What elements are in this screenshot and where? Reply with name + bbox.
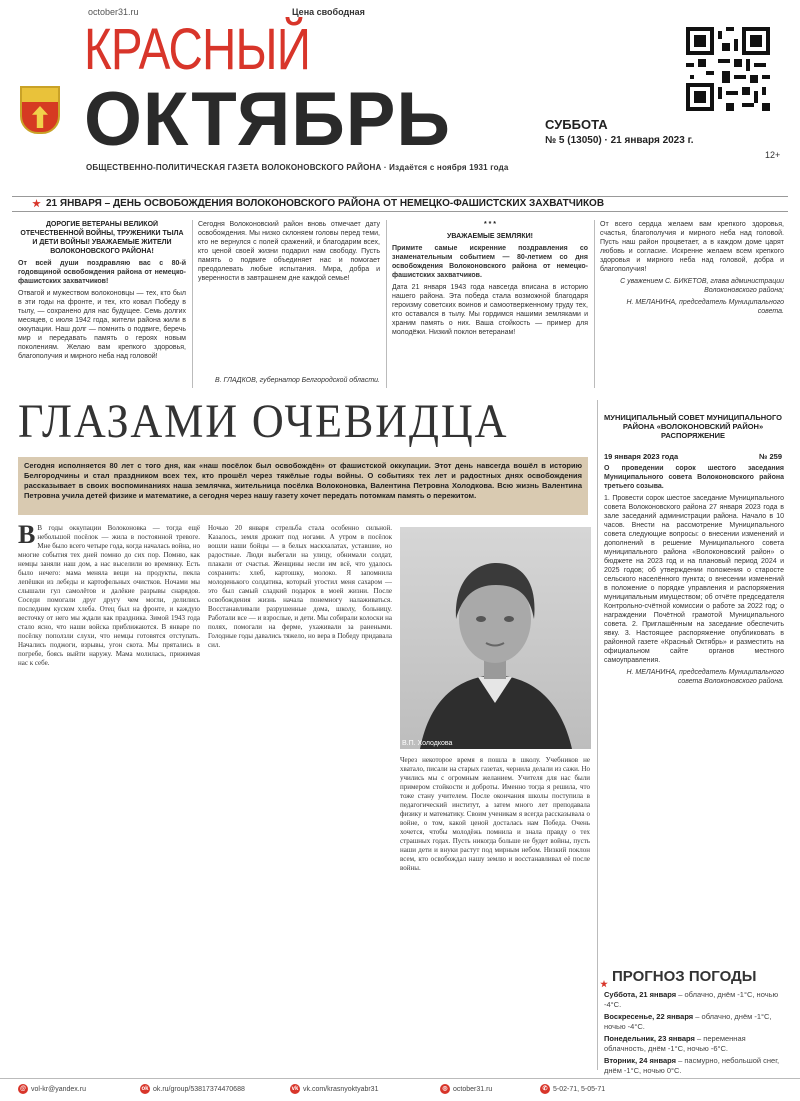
head-signature: С уважением С. БИКЕТОВ, глава администрации Волоконовского района; — [620, 278, 784, 294]
council-chair-signature: Н. МЕЛАНИНА, председатель Муниципального совета. — [626, 299, 784, 315]
district-greeting-title: УВАЖАЕМЫЕ ЗЕМЛЯКИ! — [447, 233, 533, 240]
footer-email[interactable]: @ vol-kr@yandex.ru — [18, 1084, 86, 1094]
email-icon: @ — [18, 1084, 28, 1094]
council-order-date-row — [604, 452, 782, 461]
coat-of-arms-icon — [20, 86, 60, 134]
column-divider — [192, 220, 193, 388]
district-greeting — [392, 220, 588, 388]
district-greeting-text-2: От всего сердца желаем вам крепкого здоровья, счастья, благополучия и мирного неба над головой. Пусть наш район процветает, а в каждом доме царят любовь и согласие. Искренне желаем всем крепкого здоровья и мирного неба над головой, добра и благополучия! — [600, 221, 784, 273]
council-order-body — [604, 464, 784, 960]
footer — [0, 1078, 800, 1101]
feature-text-2: Ночью 20 января стрельба стала особенно сильной. Казалось, земля дрожит под ногами. А утром в посёлок вошли наши бойцы — в белых маскхалатах, уставшие, но радостные. Люди выбегали на улицу, обнимали солдат, плакали от счастья. Женщины несли им всё, что удалось сохранить: хлеб, картошку, молоко. Я запомнила молоденького солдатика, который угостил меня сахаром — это был самый сладкий подарок в моей жизни. После освобождения жизнь начала понемногу налаживаться. Восстанавливали разрушенные дома, школу, больницу. Работали все — и взрослые, и дети. Мы собирали колоски на полях, помогали на ферме, ухаживали за ранеными. Голодные годы давались тяжело, но вера в Победу придавала сил. — [208, 524, 392, 649]
weather-item: Вторник, 24 января – пасмурно, небольшой снег, днём -1°С, ночью 0°С. — [604, 1056, 780, 1075]
footer-phone[interactable]: ✆ 5-02-71, 5-05-71 — [540, 1084, 605, 1094]
star-icon — [32, 199, 41, 208]
council-order-date: 19 января 2023 года — [604, 452, 679, 461]
phone-icon: ✆ — [540, 1084, 550, 1094]
weather-item: Понедельник, 23 января – переменная облачность, днём -1°С, ночью -6°С. — [604, 1034, 746, 1053]
feature-intro: Сегодня исполняется 80 лет с того дня, как «наш посёлок был освобождён» от фашистской оккупации. Этот день навсегда вошёл в историю Белгородчины и стал праздником всех тех, кто прошёл через тяжёлые годы войны. О событиях тех лет и радостных днях освобождения рассказывает в своих воспоминаниях наша землячка, жительница посёлка Волоконовка, Валентина Петровна Холодкова. Всю жизнь Валентина Петровна учила детей физике и математике, а сегодня через нашу газету хочет передать потомкам память о пережитом. — [18, 457, 588, 515]
issue-number-date: № 5 (13050) · 21 января 2023 г. — [545, 135, 694, 146]
weather-item: Воскресенье, 22 января – облачно, днём -1°С, ночью -4°С. — [604, 1012, 772, 1031]
weather-item: Суббота, 21 января – облачно, днём -1°С, ночью -4°С. — [604, 990, 779, 1009]
column-divider — [386, 220, 387, 388]
council-order-lead: О проведении сорок шестого заседания Муниципального совета Волоконовского района третьего созыва. — [604, 465, 784, 490]
column-divider — [594, 220, 595, 388]
newspaper-title-main: ОКТЯБРЬ — [84, 77, 451, 162]
footer-site[interactable]: ◎ october31.ru — [440, 1084, 492, 1094]
governor-greeting-text-2: Сегодня Волоконовский район вновь отмечает дату освобождения. Мы низко склоняем головы перед теми, кто не вернулся с полей сражений, и благодарим всех, кто ценой своей жизни подарил нам свободу. Пусть память о подвиге объединяет нас и помогает преодолевать любые испытания. Мира, добра и уверенности в завтрашнем дне каждой семье! — [198, 221, 380, 282]
governor-greeting-lead: От всей души поздравляю вас с 80-й годовщиной освобождения района от немецко-фашистских захватчиков! — [18, 260, 186, 285]
star-icon — [600, 980, 608, 988]
newspaper-title-top: КРАСНЫЙ — [84, 17, 311, 82]
feature-headline: ГЛАЗАМИ ОЧЕВИДЦА — [18, 395, 509, 448]
masthead — [0, 0, 800, 200]
feature-text-3: Через некоторое время я пошла в школу. Учебников не хватало, писали на старых газетах, чернила делали из сажи. Но учились мы с огромным желанием. Учителя для нас были примером стойкости и доброты. Именно тогда я решила, что тоже стану учителем. После окончания школы поступила в педагогический институт, а затем много лет преподавала физику и математику. Своим ученикам я всегда рассказывала о войне, о том, какой ценой досталась нам Победа. Очень хочется, чтобы молодёжь помнила и знала правду о тех страшных годах. Пусть никогда больше не будет войны, пусть наши дети и внуки растут под мирным небом. Низкий поклон всем, кто освобождал нашу землю и восстанавливал её после войны. — [400, 756, 590, 872]
district-greeting-cont — [600, 220, 784, 388]
price-label: Цена свободная — [292, 7, 365, 17]
governor-greeting-cont — [198, 220, 380, 388]
feature-column-1 — [18, 524, 200, 1074]
weather-title: ПРОГНОЗ ПОГОДЫ — [612, 968, 757, 985]
council-order-signature: Н. МЕЛАНИНА, председатель Муниципального совета Волоконовского района. — [626, 669, 784, 685]
feature-text-1: В годы оккупации Волоконовка — тогда ещё небольшой посёлок — жила в постоянной тревоге. Мне было всего четыре года, когда началась война, но многие события тех дней помню до сих пор. Помню, как немцы заняли наш дом, а нас выселили во времянку. Есть было нечего: мама меняла вещи на продукты, пекла лепёшки из лебеды и картофельных очистков. Ночами мы слышали гул самолётов и далёкие разрывы снарядов. Соседи помогали друг другу чем могли, делились последним куском хлеба. Отец был на фронте, и каждую весточку от него мы ждали как праздника. Зимой 1943 года стало ясно, что наши войска приближаются. В январе по посёлку поползли слухи, что немцы готовятся отступать. Начались поджоги, взрывы, угон скота. Мы прятались в погребе, боясь выйти наружу. Мама молилась, прижимая нас к себе. — [18, 524, 200, 667]
district-greeting-text: Дата 21 января 1943 года навсегда вписана в историю нашего района. Эта победа стала возможной благодаря героизму советских воинов и самоотверженному труду тех, кто оставался в тылу. Мы гордимся нашими земляками и храним память о них. Ваша стойкость — пример для молодёжи. Низкий поклон ветеранам! — [392, 284, 588, 336]
district-greeting-lead: Примите самые искренние поздравления со знаменательным событием — 80-летием со дня освобождения Волоконовского района от немецко-фашистских захватчиков. — [392, 245, 588, 279]
governor-greeting — [18, 220, 186, 388]
qr-code-icon[interactable] — [686, 27, 770, 111]
footer-ok[interactable]: ok ok.ru/group/53817374470688 — [141, 1085, 245, 1093]
column-divider — [597, 400, 598, 1070]
council-order-text: 1. Провести сорок шестое заседание Муниципального совета Волоконовского района 27 января 2023 года в зале заседаний администрации района. Начало в 10 часов. Внести на рассмотрение Муниципального совета следующие вопросы: о внесении изменений и дополнений в решение Муниципального совета муниципального района «Волоконовский район» о бюджете на 2023 год и на плановый период 2024 и 2025 годов; об утверждении положения о старосте сельского населённого пункта; о внесении изменений в положение о порядке управления и распоряжения муниципальным имуществом; об отчёте председателя Контрольно-счётной комиссии о работе за 2022 год; о награждении Почётной грамотой Муниципального совета. 2. Приглашённым на заседание обеспечить явку. 3. Настоящее распоряжение опубликовать в районной газете «Красный Октябрь» и разместить на официальном сайте органов местного самоуправления. — [604, 495, 784, 664]
eyewitness-photo — [400, 527, 591, 749]
council-order-number: № 259 — [759, 452, 782, 461]
banner-text: 21 ЯНВАРЯ – ДЕНЬ ОСВОБОЖДЕНИЯ ВОЛОКОНОВСКОГО РАЙОНА ОТ НЕМЕЦКО-ФАШИСТСКИХ ЗАХВАТЧИКОВ — [46, 198, 605, 209]
newspaper-subtitle: ОБЩЕСТВЕННО-ПОЛИТИЧЕСКАЯ ГАЗЕТА ВОЛОКОНОВСКОГО РАЙОНА · Издаётся с ноября 1931 года — [86, 163, 509, 172]
footer-vk[interactable]: vk vk.com/krasnyoktyabr31 — [291, 1085, 379, 1093]
council-order-title: МУНИЦИПАЛЬНЫЙ СОВЕТ МУНИЦИПАЛЬНОГО РАЙОНА «ВОЛОКОНОВСКИЙ РАЙОН» РАСПОРЯЖЕНИЕ — [604, 413, 782, 440]
anniversary-banner — [12, 196, 788, 212]
issue-day: СУББОТА — [545, 117, 608, 132]
vk-icon: vk — [291, 1086, 299, 1092]
age-rating: 12+ — [765, 150, 781, 160]
drop-cap: В — [18, 524, 36, 549]
district-greeting-mark: * * * — [483, 221, 497, 228]
feature-column-2 — [208, 524, 392, 1074]
governor-greeting-title: ДОРОГИЕ ВЕТЕРАНЫ ВЕЛИКОЙ ОТЕЧЕСТВЕННОЙ ВОЙНЫ, ТРУЖЕНИКИ ТЫЛА И ДЕТИ ВОЙНЫ! УВАЖАЕМЫЕ ЖИТЕЛИ ВОЛОКОНОВСКОГО РАЙОНА! — [20, 221, 184, 255]
odnoklassniki-icon: ok — [141, 1086, 149, 1092]
governor-signature: В. ГЛАДКОВ, губернатор Белгородской области. — [214, 377, 380, 384]
globe-icon: ◎ — [440, 1084, 450, 1094]
site-url-top[interactable]: october31.ru — [88, 7, 139, 17]
photo-caption: В.П. Холодкова — [402, 740, 453, 747]
feature-column-3 — [400, 756, 590, 1074]
governor-greeting-text: Отвагой и мужеством волоконовцы — тех, кто был в эти годы на фронте, и тех, кто ковал Победу в тылу, — сохранено для нас будущее. Семь долгих месяцев, с июля 1942 года, жители района жили в оккупации. Наш долг — помнить о подвиге, беречь мир и передавать память о героях новым поколениям. Желаю вам крепкого здоровья, благополучия и мирного неба над головой! — [18, 290, 186, 360]
